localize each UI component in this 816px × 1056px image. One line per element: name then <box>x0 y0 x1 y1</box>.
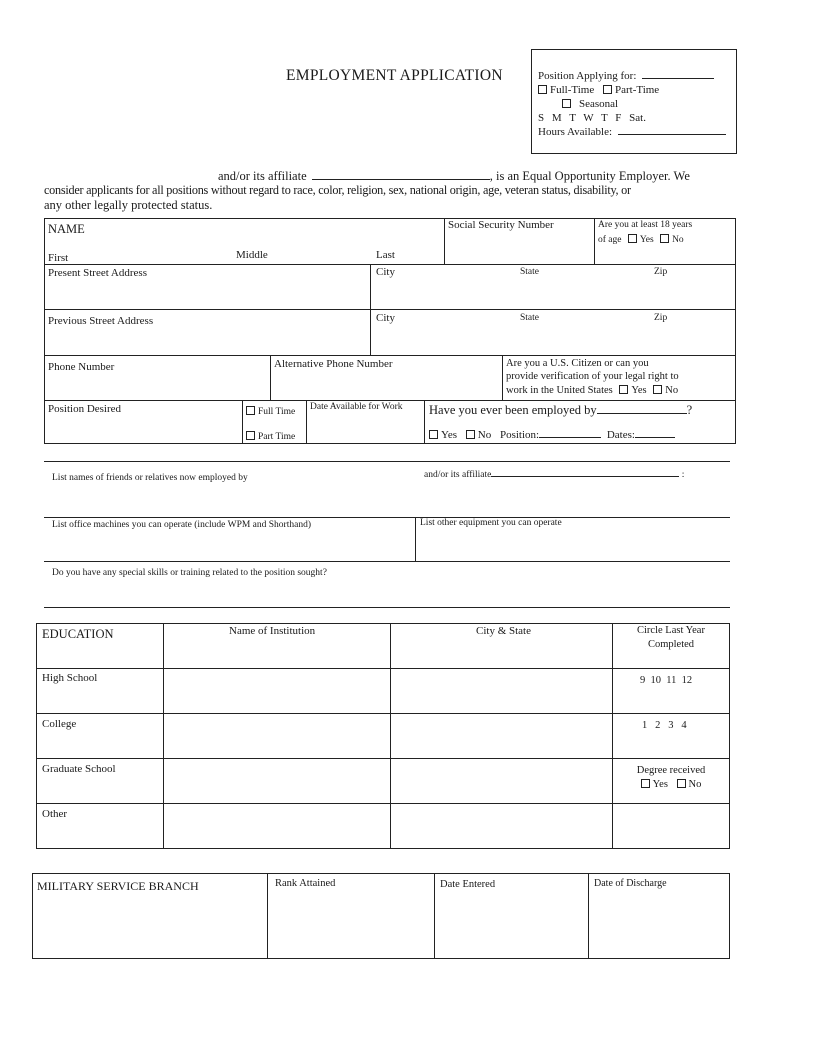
citizen-yes-label: Yes <box>631 385 647 396</box>
employed-position-field[interactable] <box>539 437 601 438</box>
grad-city-field[interactable] <box>395 762 607 800</box>
ssn-label: Social Security Number <box>448 219 554 231</box>
other-city-field[interactable] <box>395 807 607 845</box>
ssn-field[interactable] <box>448 236 590 260</box>
citizen-question-3: work in the United States <box>506 385 613 396</box>
education-row-label: Graduate School <box>42 763 116 775</box>
first-name-label: First <box>48 252 69 264</box>
date-available-field[interactable] <box>310 418 420 440</box>
employed-yes-checkbox[interactable] <box>429 430 438 439</box>
institution-header: Name of Institution <box>229 625 316 637</box>
degree-received-label: Degree received <box>636 765 706 776</box>
employed-no-label: No <box>477 429 492 441</box>
date-entered-label: Date Entered <box>440 879 496 890</box>
degree-yes-label: Yes <box>652 779 668 790</box>
employed-no-checkbox[interactable] <box>466 430 475 439</box>
degree-no-checkbox[interactable] <box>677 779 686 788</box>
citizen-question-2: provide verification of your legal right to <box>506 371 679 382</box>
education-row-label: High School <box>42 672 98 684</box>
friends-affiliate-field[interactable] <box>491 476 679 477</box>
circle-year-header-2: Completed <box>647 639 695 650</box>
previous-city-label: City <box>376 312 395 324</box>
middle-name-label: Middle <box>236 249 268 261</box>
present-state-label: State <box>520 267 539 277</box>
present-city-label: City <box>376 266 395 278</box>
employed-question-mark: ? <box>686 403 693 417</box>
desired-full-time-label: Full Time <box>258 407 296 417</box>
position-desired-label: Position Desired <box>48 403 122 415</box>
eeo-tail: , is an Equal Opportunity Employer. We <box>489 169 690 183</box>
last-name-label: Last <box>376 249 395 261</box>
employed-dates-label: Dates: <box>606 429 635 441</box>
date-entered-field[interactable] <box>439 896 584 954</box>
friends-label: List names of friends or relatives now employed by <box>52 473 248 483</box>
education-row-label: College <box>42 718 77 730</box>
date-discharge-field[interactable] <box>593 896 726 954</box>
rank-field[interactable] <box>272 896 430 954</box>
date-discharge-label: Date of Discharge <box>594 878 667 889</box>
high-school-years[interactable]: 9 10 11 12 <box>640 675 693 686</box>
position-desired-field[interactable] <box>48 418 238 440</box>
hours-available-label: Hours Available: <box>538 126 613 138</box>
phone-label: Phone Number <box>48 361 115 373</box>
present-address-field[interactable] <box>48 282 366 306</box>
degree-yes-checkbox[interactable] <box>641 779 650 788</box>
employed-before-label: Have you ever been employed by <box>429 403 597 417</box>
seasonal-label: Seasonal <box>579 98 619 110</box>
full-time-checkbox[interactable] <box>538 85 547 94</box>
desired-part-time-label: Part Time <box>258 432 296 442</box>
college-years[interactable]: 1 2 3 4 <box>642 720 687 731</box>
previous-address-label: Previous Street Address <box>48 315 154 327</box>
desired-part-time-checkbox[interactable] <box>246 431 255 440</box>
previous-state-label: State <box>520 313 539 323</box>
rank-label: Rank Attained <box>275 878 336 889</box>
friends-field[interactable] <box>52 488 728 514</box>
eeo-line-2: consider applicants for all positions without regard to race, color, religion, sex, national origin, age, veteran status, disability, or <box>44 183 631 197</box>
friends-affiliate-label: and/or its affiliate <box>424 470 492 480</box>
previous-address-field[interactable] <box>48 330 366 352</box>
affiliate-name-field[interactable] <box>312 179 490 180</box>
present-address-label: Present Street Address <box>48 267 147 279</box>
seasonal-checkbox[interactable] <box>562 99 571 108</box>
eeo-line-3: any other legally protected status. <box>44 198 213 212</box>
date-available-label: Date Available for Work <box>310 402 403 412</box>
present-city-state-zip-field[interactable] <box>374 282 732 306</box>
hours-available-field[interactable] <box>618 134 726 135</box>
circle-year-header-1: Circle Last Year <box>637 625 705 636</box>
alt-phone-label: Alternative Phone Number <box>274 358 393 370</box>
previous-zip-label: Zip <box>654 313 668 323</box>
name-field[interactable] <box>48 236 440 250</box>
citizen-no-label: No <box>665 385 679 396</box>
previous-city-state-zip-field[interactable] <box>374 328 732 352</box>
age-no-checkbox[interactable] <box>660 234 669 243</box>
friends-colon: : <box>681 470 685 480</box>
equipment-field[interactable] <box>420 533 726 559</box>
grad-institution-field[interactable] <box>168 762 386 800</box>
part-time-checkbox[interactable] <box>603 85 612 94</box>
age-question-label-2: of age <box>598 235 622 245</box>
other-years-field[interactable] <box>617 807 725 845</box>
employer-name-field[interactable] <box>597 413 687 414</box>
age-no-label: No <box>672 235 684 245</box>
citizen-yes-checkbox[interactable] <box>619 385 628 394</box>
military-branch-field[interactable] <box>37 896 263 954</box>
education-row-label: Other <box>42 808 68 820</box>
employed-yes-label: Yes <box>441 429 458 441</box>
employed-position-label: Position: <box>499 429 540 441</box>
part-time-label: Part-Time <box>614 84 660 96</box>
days-row[interactable]: S M T W T F Sat. <box>538 112 646 124</box>
machines-label: List office machines you can operate (include WPM and Shorthand) <box>52 520 311 530</box>
high-school-city-field[interactable] <box>395 672 607 710</box>
skills-field[interactable] <box>52 583 728 605</box>
citizen-question-1: Are you a U.S. Citizen or can you <box>506 358 649 369</box>
degree-no-label: No <box>688 779 702 790</box>
age-question-label: Are you at least 18 years <box>598 220 693 230</box>
other-institution-field[interactable] <box>168 807 386 845</box>
college-institution-field[interactable] <box>168 717 386 755</box>
alt-phone-field[interactable] <box>274 374 498 396</box>
skills-label: Do you have any special skills or training related to the position sought? <box>52 568 327 578</box>
position-applying-field[interactable] <box>642 78 714 79</box>
age-yes-label: Yes <box>639 235 654 245</box>
education-header: EDUCATION <box>42 627 114 641</box>
page-title: EMPLOYMENT APPLICATION <box>286 67 503 84</box>
desired-full-time-checkbox[interactable] <box>246 406 255 415</box>
high-school-institution-field[interactable] <box>168 672 386 710</box>
citizen-no-checkbox[interactable] <box>653 385 662 394</box>
equipment-label: List other equipment you can operate <box>420 518 562 528</box>
eeo-lead: and/or its affiliate <box>218 169 307 183</box>
age-yes-checkbox[interactable] <box>628 234 637 243</box>
phone-field[interactable] <box>48 376 266 396</box>
present-zip-label: Zip <box>654 267 668 277</box>
full-time-label: Full-Time <box>550 84 595 96</box>
college-city-field[interactable] <box>395 717 607 755</box>
position-applying-box <box>531 49 737 154</box>
employed-dates-field[interactable] <box>635 437 675 438</box>
military-branch-label: MILITARY SERVICE BRANCH <box>37 879 199 893</box>
name-label: NAME <box>48 222 85 236</box>
machines-field[interactable] <box>52 535 410 559</box>
position-applying-label: Position Applying for: <box>538 70 637 82</box>
city-state-header: City & State <box>476 625 531 637</box>
